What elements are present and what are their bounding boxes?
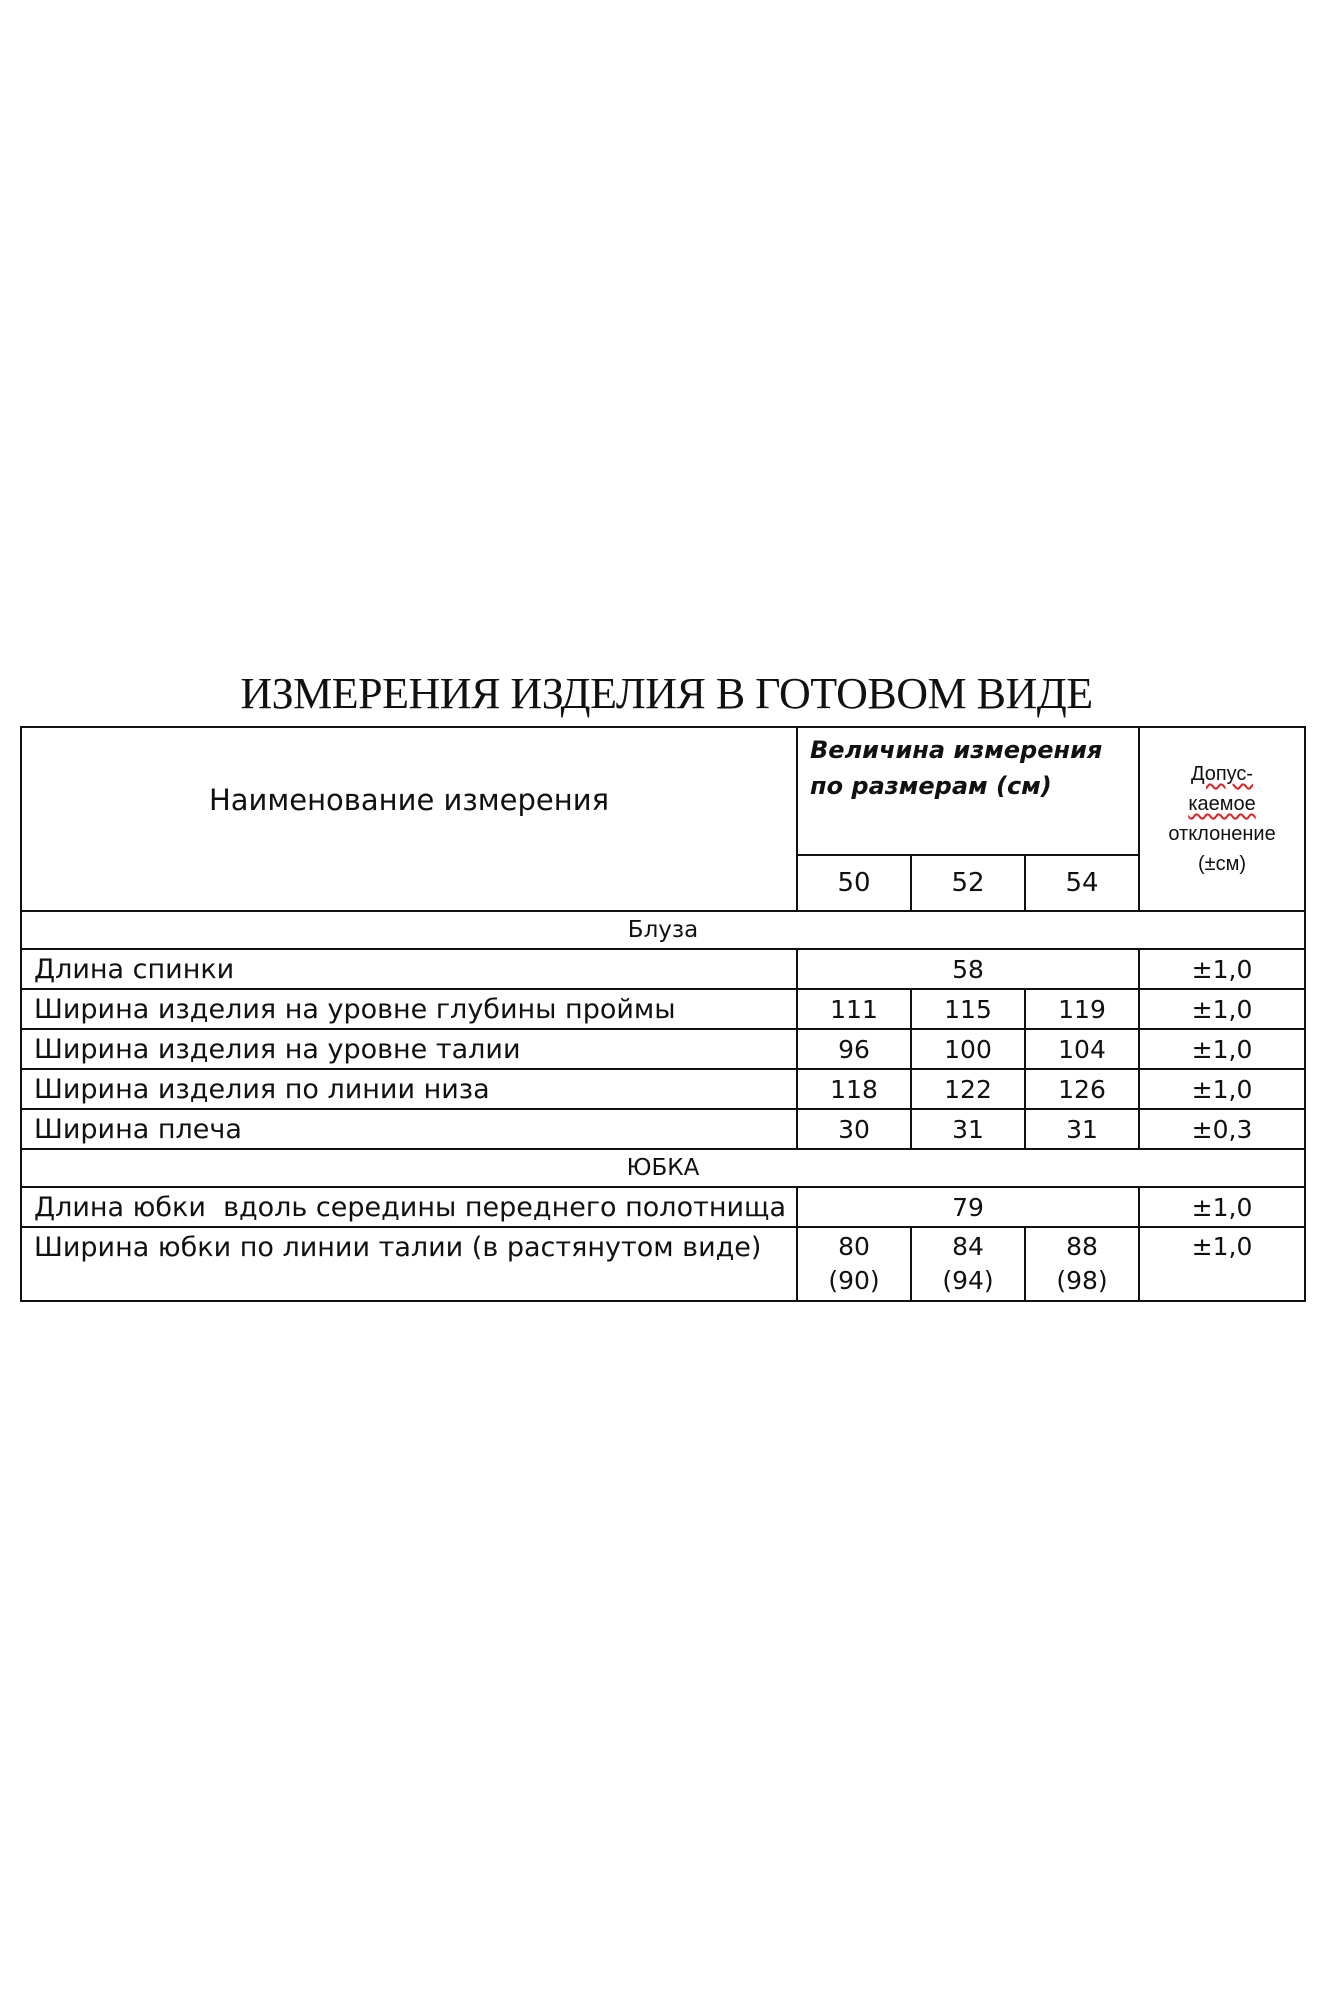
row-label: Длина юбки вдоль середины переднего полотнища	[21, 1187, 797, 1227]
measurements-table	[20, 726, 1306, 1302]
row-label: Ширина юбки по линии талии (в растянутом виде)	[21, 1227, 797, 1301]
row-value: 119	[1025, 989, 1139, 1029]
row-value: 126	[1025, 1069, 1139, 1109]
table-row	[21, 1029, 1305, 1069]
size-54: 54	[1025, 855, 1139, 911]
table-row	[21, 1109, 1305, 1149]
row-tolerance: ±1,0	[1139, 1227, 1305, 1301]
row-tolerance: ±1,0	[1139, 1187, 1305, 1227]
row-value-merged: 79	[797, 1187, 1139, 1227]
row-tolerance: ±1,0	[1139, 1069, 1305, 1109]
header-values-by-size: Величина измерения по размерам (см)	[797, 727, 1139, 855]
row-value: 118	[797, 1069, 911, 1109]
row-value-merged: 58	[797, 949, 1139, 989]
row-value-stretched: (98)	[1056, 1266, 1108, 1295]
row-label: Длина спинки	[21, 949, 797, 989]
table-row	[21, 989, 1305, 1029]
table-row	[21, 1187, 1305, 1227]
row-value-stretched: (90)	[828, 1266, 880, 1295]
row-label: Ширина изделия на уровне глубины проймы	[21, 989, 797, 1029]
table-row	[21, 949, 1305, 989]
table-row	[21, 1227, 1305, 1301]
tolerance-line-4: (±см)	[1198, 853, 1247, 875]
row-tolerance: ±1,0	[1139, 949, 1305, 989]
tolerance-line-2: каемое	[1188, 793, 1256, 815]
row-value: 88	[1066, 1232, 1098, 1261]
row-value-stretched: (94)	[942, 1266, 994, 1295]
row-tolerance: ±0,3	[1139, 1109, 1305, 1149]
row-value: 84	[952, 1232, 984, 1261]
row-label: Ширина плеча	[21, 1109, 797, 1149]
section-skirt: ЮБКА	[21, 1149, 1305, 1187]
row-value: 122	[911, 1069, 1025, 1109]
row-value: 30	[797, 1109, 911, 1149]
row-value: 31	[1025, 1109, 1139, 1149]
table-row	[21, 1069, 1305, 1109]
page-title: ИЗМЕРЕНИЯ ИЗДЕЛИЯ В ГОТОВОМ ВИДЕ	[240, 669, 1093, 718]
row-value: 104	[1025, 1029, 1139, 1069]
row-value: 31	[911, 1109, 1025, 1149]
row-tolerance: ±1,0	[1139, 1029, 1305, 1069]
row-label: Ширина изделия на уровне талии	[21, 1029, 797, 1069]
row-value-pair	[911, 1227, 1025, 1301]
size-50: 50	[797, 855, 911, 911]
row-value-pair	[797, 1227, 911, 1301]
row-value: 115	[911, 989, 1025, 1029]
tolerance-line-3: отклонение	[1168, 823, 1276, 845]
header-measurement-name: Наименование измерения	[21, 727, 797, 911]
section-blouse: Блуза	[21, 911, 1305, 949]
row-tolerance: ±1,0	[1139, 989, 1305, 1029]
row-value-pair	[1025, 1227, 1139, 1301]
header-tolerance	[1139, 727, 1305, 911]
row-value: 80	[838, 1232, 870, 1261]
size-52: 52	[911, 855, 1025, 911]
row-value: 100	[911, 1029, 1025, 1069]
row-value: 111	[797, 989, 911, 1029]
row-label: Ширина изделия по линии низа	[21, 1069, 797, 1109]
tolerance-line-1: Допус-	[1190, 763, 1254, 785]
row-value: 96	[797, 1029, 911, 1069]
